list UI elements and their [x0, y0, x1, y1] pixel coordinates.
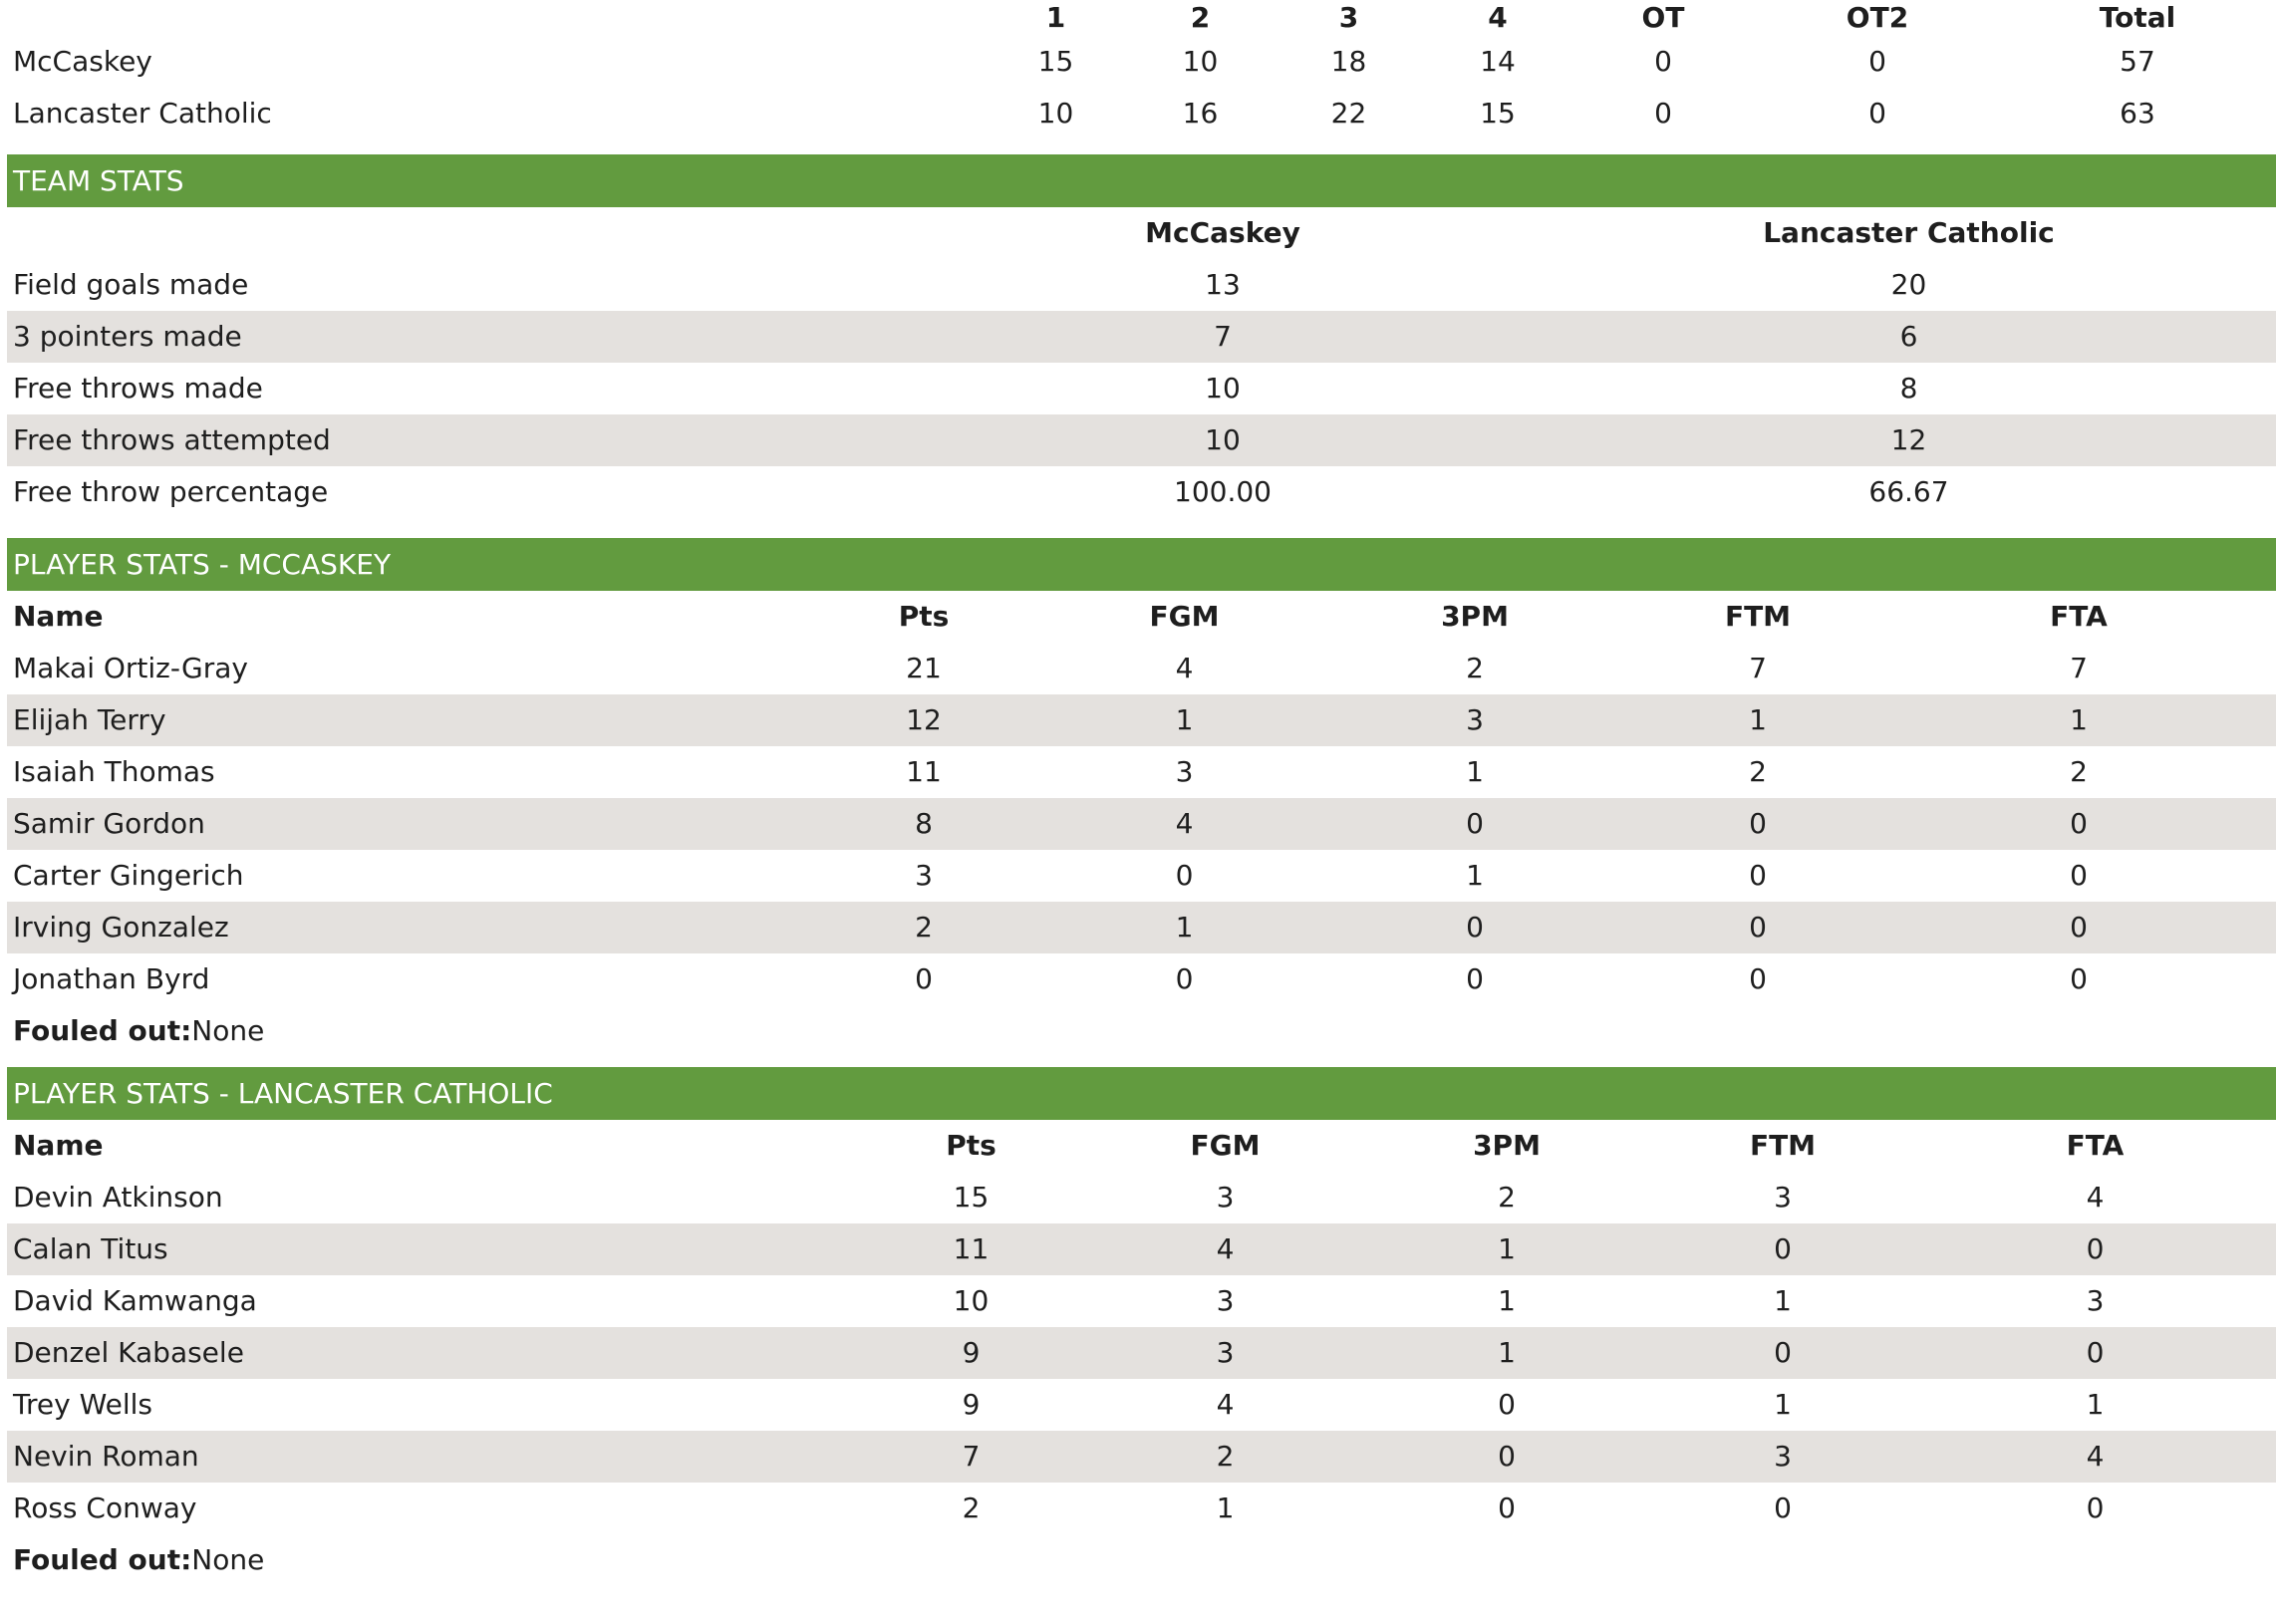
player-name: Ross Conway	[13, 1491, 197, 1524]
fouled-out	[7, 1534, 2276, 1586]
fouled-out-value: None	[191, 1014, 265, 1047]
player-stat: 4	[1175, 652, 1194, 684]
player-stat: 0	[1651, 1223, 1914, 1275]
player-row	[7, 694, 2276, 746]
player-stat: 2	[1749, 755, 1767, 788]
player-name: Nevin Roman	[7, 1431, 854, 1483]
player-stat: 0	[1749, 962, 1767, 995]
player-stat: 1	[1634, 694, 1881, 746]
column-header: 3PM	[1441, 600, 1509, 633]
player-row	[7, 850, 2276, 902]
player-stat: 9	[854, 1327, 1088, 1379]
player-stat: 10	[953, 1284, 990, 1317]
player-stat: 0	[1362, 1431, 1651, 1483]
team-stat-row	[7, 259, 2276, 311]
player-stat: 1	[1774, 1388, 1792, 1421]
player-stat: 0	[1498, 1491, 1516, 1524]
player-stat: 0	[1315, 798, 1634, 850]
period-score: 0	[1654, 45, 1672, 78]
player-stat: 12	[794, 694, 1053, 746]
total-score: 57	[2120, 45, 2155, 78]
player-stat: 1	[1498, 1284, 1516, 1317]
player-stat: 11	[906, 755, 942, 788]
player-stat: 0	[2086, 1491, 2105, 1524]
player-stat: 0	[915, 962, 933, 995]
player-stat: 0	[1774, 1491, 1792, 1524]
period-header: 1	[1045, 1, 1066, 34]
player-stat: 0	[1175, 962, 1194, 995]
linescore-header-row	[7, 0, 2276, 36]
player-stat: 0	[1881, 902, 2276, 953]
player-name: David Kamwanga	[13, 1284, 257, 1317]
player-name: Makai Ortiz-Gray	[13, 652, 248, 684]
player-stat: 3	[1315, 694, 1634, 746]
player-stat: 1	[1466, 859, 1484, 892]
fouled-out-value: None	[191, 1543, 265, 1576]
player-stat: 4	[1216, 1388, 1235, 1421]
team-name: McCaskey	[13, 45, 152, 78]
total-score: 63	[2120, 97, 2155, 130]
player-stat: 1	[1466, 755, 1484, 788]
period-score: 18	[1330, 45, 1367, 78]
player-stat: 3	[1651, 1431, 1914, 1483]
column-header: Pts	[898, 600, 950, 633]
period-header: 4	[1488, 1, 1508, 34]
player-stat: 0	[1315, 902, 1634, 953]
player-stat: 0	[1634, 798, 1881, 850]
period-score: 0	[1868, 97, 1886, 130]
player-stat: 0	[1881, 798, 2276, 850]
player-stat: 7	[1749, 652, 1767, 684]
column-header: 3PM	[1473, 1129, 1541, 1162]
player-row	[7, 746, 2276, 798]
column-header: FTM	[1724, 600, 1792, 633]
player-stats-mccaskey-table	[7, 591, 2276, 1057]
player-name: Elijah Terry	[7, 694, 794, 746]
stat-value: 8	[1899, 372, 1918, 405]
period-header: OT	[1641, 1, 1685, 34]
player-stat: 2	[1088, 1431, 1362, 1483]
player-stat: 0	[1651, 1327, 1914, 1379]
player-stat: 0	[1498, 1388, 1516, 1421]
player-name: Devin Atkinson	[13, 1181, 223, 1214]
player-name: Calan Titus	[7, 1223, 854, 1275]
player-row	[7, 1172, 2276, 1223]
player-row	[7, 1327, 2276, 1379]
player-stats-mccaskey-header: PLAYER STATS - MCCASKEY	[7, 538, 2276, 591]
column-header: Name	[13, 600, 104, 633]
column-header: Pts	[946, 1129, 996, 1162]
stat-label: 3 pointers made	[7, 311, 904, 363]
team-stats-header-row	[7, 207, 2276, 259]
team-column-header: McCaskey	[1145, 216, 1300, 249]
team-stat-row	[7, 414, 2276, 466]
player-stat: 2	[962, 1491, 981, 1524]
player-stats-header-row	[7, 591, 2276, 643]
team-stats-table	[7, 207, 2276, 518]
player-stat: 1	[1881, 694, 2276, 746]
player-stat: 21	[906, 652, 942, 684]
player-stat: 1	[1362, 1223, 1651, 1275]
linescore-corner	[7, 0, 984, 36]
player-stats-lancaster-header: PLAYER STATS - LANCASTER CATHOLIC	[7, 1067, 2276, 1120]
player-stat: 7	[854, 1431, 1088, 1483]
player-stats-lancaster-table	[7, 1120, 2276, 1586]
column-header: FTA	[2066, 1129, 2125, 1162]
player-stat: 1	[2086, 1388, 2105, 1421]
player-stat: 1	[1362, 1327, 1651, 1379]
column-header: FTA	[2050, 600, 2108, 633]
player-stat: 8	[794, 798, 1053, 850]
player-name: Isaiah Thomas	[13, 755, 215, 788]
period-score: 22	[1330, 97, 1367, 130]
team-column-header: Lancaster Catholic	[1763, 216, 2055, 249]
box-score	[7, 0, 2276, 1586]
player-stat: 4	[1914, 1431, 2276, 1483]
player-stat: 15	[953, 1181, 990, 1214]
team-stat-row	[7, 466, 2276, 518]
player-name: Irving Gonzalez	[7, 902, 794, 953]
column-header: Name	[13, 1129, 104, 1162]
player-stat: 2	[794, 902, 1053, 953]
player-stats-header-row	[7, 1120, 2276, 1172]
period-score: 14	[1480, 45, 1516, 78]
fouled-out-label: Fouled out:	[13, 1014, 192, 1047]
stat-value: 20	[1890, 268, 1927, 301]
player-stat: 0	[1634, 902, 1881, 953]
player-stat: 3	[1216, 1181, 1235, 1214]
stat-label: Free throws made	[13, 372, 263, 405]
player-name: Samir Gordon	[7, 798, 794, 850]
stat-value: 100.00	[1174, 475, 1272, 508]
player-name: Denzel Kabasele	[7, 1327, 854, 1379]
stat-value: 66.67	[1868, 475, 1949, 508]
period-score: 0	[1868, 45, 1886, 78]
fouled-out-row	[7, 1005, 2276, 1057]
player-stat: 2	[1466, 652, 1484, 684]
total-header: Total	[2099, 1, 2176, 34]
player-stat: 0	[1914, 1327, 2276, 1379]
fouled-out-row	[7, 1534, 2276, 1586]
stat-value: 10	[1205, 372, 1241, 405]
player-stat: 3	[1088, 1327, 1362, 1379]
player-row	[7, 953, 2276, 1005]
player-stat: 3	[915, 859, 933, 892]
player-row	[7, 643, 2276, 694]
column-header: FGM	[1190, 1129, 1261, 1162]
period-score: 0	[1654, 97, 1672, 130]
player-row	[7, 798, 2276, 850]
player-stat: 1	[1216, 1491, 1235, 1524]
team-stat-row	[7, 311, 2276, 363]
stat-value: 10	[904, 414, 1542, 466]
player-name: Carter Gingerich	[13, 859, 244, 892]
fouled-out-label: Fouled out:	[13, 1543, 192, 1576]
stat-value: 7	[904, 311, 1542, 363]
player-stat: 1	[1774, 1284, 1792, 1317]
player-stat: 0	[1749, 859, 1767, 892]
period-score: 16	[1182, 97, 1219, 130]
player-stat: 4	[1053, 798, 1315, 850]
fouled-out	[7, 1005, 2276, 1057]
player-stat: 1	[1053, 694, 1315, 746]
column-header: FGM	[1149, 600, 1220, 633]
player-stat: 0	[1175, 859, 1194, 892]
player-stat: 0	[1466, 962, 1484, 995]
linescore-row	[7, 88, 2276, 139]
player-stat: 0	[2070, 962, 2088, 995]
player-stat: 3	[1774, 1181, 1792, 1214]
player-stat: 2	[1498, 1181, 1516, 1214]
player-name: Trey Wells	[13, 1388, 152, 1421]
player-stat: 2	[2070, 755, 2088, 788]
player-stat: 3	[1216, 1284, 1235, 1317]
linescore-table	[7, 0, 2276, 139]
period-score: 10	[1037, 97, 1074, 130]
period-header: 2	[1190, 1, 1211, 34]
player-stat: 9	[962, 1388, 981, 1421]
player-name: Jonathan Byrd	[13, 962, 210, 995]
team-stats-header: TEAM STATS	[7, 154, 2276, 207]
player-row	[7, 1275, 2276, 1327]
player-row	[7, 1431, 2276, 1483]
player-stat: 1	[1053, 902, 1315, 953]
period-score: 15	[1037, 45, 1074, 78]
player-row	[7, 902, 2276, 953]
linescore-row	[7, 36, 2276, 88]
team-name: Lancaster Catholic	[13, 97, 272, 130]
stat-label: Free throws attempted	[7, 414, 904, 466]
stat-value: 12	[1542, 414, 2276, 466]
player-stat: 0	[2070, 859, 2088, 892]
column-header: FTM	[1749, 1129, 1817, 1162]
period-header: 3	[1338, 1, 1359, 34]
player-row	[7, 1483, 2276, 1534]
stat-label: Field goals made	[13, 268, 249, 301]
player-stat: 3	[1175, 755, 1194, 788]
stat-value: 13	[1205, 268, 1241, 301]
period-score: 10	[1182, 45, 1219, 78]
player-stat: 0	[1914, 1223, 2276, 1275]
player-stat: 4	[1088, 1223, 1362, 1275]
player-stat: 11	[854, 1223, 1088, 1275]
player-row	[7, 1223, 2276, 1275]
period-score: 15	[1480, 97, 1516, 130]
player-row	[7, 1379, 2276, 1431]
period-header: OT2	[1846, 1, 1909, 34]
player-stat: 3	[2086, 1284, 2105, 1317]
stat-value: 6	[1542, 311, 2276, 363]
team-stats-corner	[7, 207, 904, 259]
team-stat-row	[7, 363, 2276, 414]
player-stat: 7	[2070, 652, 2088, 684]
stat-label: Free throw percentage	[13, 475, 329, 508]
player-stat: 4	[2086, 1181, 2105, 1214]
